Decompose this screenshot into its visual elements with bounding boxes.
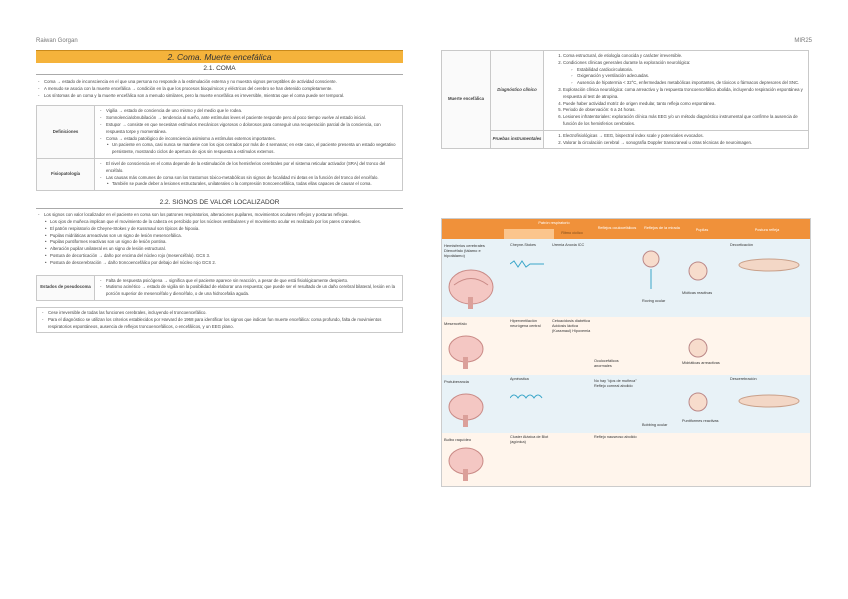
table-row xyxy=(442,130,809,149)
posture: Descerebración xyxy=(730,377,757,381)
resp-wave-graphic xyxy=(510,391,544,401)
intro-item: - A menudo se asocia con la muerte encefálica → condición en la que los procesos bioquímicos y eléctricos del cerebro se han detenido completamente. xyxy=(36,86,403,93)
definition-item: - Coma → estado patológico de inconsciencia asimismo a estímulos externos importantes. xyxy=(98,136,399,143)
table-row xyxy=(37,158,403,190)
header-oculo: Reflejos oculocefálicos xyxy=(597,226,637,230)
right-column xyxy=(441,50,809,149)
row-label: Bulbo raquídeo xyxy=(444,437,472,442)
brain-illustration xyxy=(446,445,486,483)
prueba-item: 1. Electrofisiológicas → EEG, bispectral index scale y potenciales evocados. xyxy=(563,133,805,140)
pupils: Puntiformes reactivas xyxy=(682,419,719,423)
clinico-item: 6. Lesiones infratentoriales: exploración clínica más EEG y/o un método diagnóstico instrumental que confirme la ausencia de función de los hemisferios cerebrales. xyxy=(563,114,805,128)
resp-pattern: Hiperventilación neurógena central xyxy=(510,319,541,328)
subsection-coma-title: 2.1. COMA xyxy=(36,63,403,75)
intro-list xyxy=(36,79,403,99)
definition-item: - Somnolencia/obnubilación → tendencia al sueño, ante estímulos leves el paciente responde pero al poco tiempo vuelve al estado inicial. xyxy=(98,115,399,122)
resp-pattern: Apnéustica xyxy=(510,377,529,381)
pseudocoma-label: Estados de pseudocoma xyxy=(37,275,95,300)
clinico-item: 5. Periodo de observación: 6 a 24 horas. xyxy=(563,107,805,114)
table-row xyxy=(37,307,403,332)
table-row xyxy=(442,51,809,131)
row-label: Mesencéfalo xyxy=(444,321,467,326)
diagnostico-table xyxy=(441,50,809,149)
muerte-item: - Cese irreversible de todas las funciones cerebrales, incluyendo el troncoencefálico. xyxy=(40,310,399,317)
localizador-intro-item: - Los signos con valor localizador en el paciente en coma son los patrones respiratorios, alteraciones pupilares, movimientos oculares reflejos y posturas reflejas. xyxy=(36,212,403,219)
eye-face-illustration xyxy=(640,249,662,293)
clinico-item-text: Condiciones clínicas generales durante la exploración neurológica: xyxy=(563,59,691,65)
gaze-reflex: Roving ocular xyxy=(642,299,666,303)
eye-face-illustration xyxy=(687,259,709,287)
pseudocoma-content xyxy=(95,275,403,300)
brand-header: MIR25 xyxy=(794,38,812,44)
localizador-item: • Postura de decorticación → daño por encima del núcleo rojo (mesencéfalo). GCS 3. xyxy=(36,253,403,260)
posture: Decorticación xyxy=(730,243,754,247)
localizador-item: • Pupilas midriáticas arreactivas son un signo de lesión mesencefálica. xyxy=(36,233,403,240)
muerte-box-content xyxy=(37,307,403,332)
posture-illustration xyxy=(737,255,802,273)
resp-wave-graphic xyxy=(510,259,544,269)
muerte-item: - Para el diagnóstico se utilizan los criterios establecidos por Harvard de 1968 para identificar los signos que indican fun muerte encefálica: coma profundo, falta de movimientos respiratorios espontáneos, ausencia de reflejos troncoencefálicos, o encefálicos, y un EEG plano. xyxy=(40,317,399,331)
header-ritmo: Ritmo cíclico xyxy=(561,231,583,235)
definiciones-content xyxy=(95,106,403,159)
diagnostico-clinico-content xyxy=(544,51,809,131)
clinico-subitem: ◦ Estabilidad cardiocirculatoria. xyxy=(571,67,805,74)
pupils: Mióticas reactivas xyxy=(682,291,713,295)
header-mirada: Reflejos de la mirada xyxy=(644,226,680,230)
pruebas-label: Pruebas instrumentales xyxy=(491,130,544,149)
row-label: Hemisferios cerebrales Diencéfalo (tálamo e hipotálamo) xyxy=(444,243,485,258)
row-label: Protuberancia xyxy=(444,379,469,384)
pruebas-content xyxy=(544,130,809,149)
fisio-item: - Las causas más comunes de coma son los trastornos tóxico-metabólicos sin signos de focalidad mi detas en la función del tronco del encéfalo. xyxy=(98,175,399,182)
clinico-item: 4. Puede haber actividad motriz de origen medular, tanto refleja como espontánea. xyxy=(563,101,805,108)
clinico-item: 3. Exploración clínica neurológica: coma arreactivo y la respuesta troncoencefálica abolida, incluyendo respiración espontánea y respuesta al test de atropina. xyxy=(563,87,805,101)
intro-item: - Los síntomas de un coma y la muerte encefálica son a menudo similares, pero la muerte encefálica es irreversible, mientras que el coma puede ser temporal. xyxy=(36,93,403,100)
pupils: Midriáticas arreactivas xyxy=(682,361,720,365)
oculocephalic: Oculocefálicos anormales xyxy=(594,359,619,368)
clinico-subitem: ◦ Ausencia de hipotermia < 32°C, enfermedades metabólicas importantes, de tóxicos o fármacos depresores del SNC. xyxy=(571,80,805,87)
coma-table xyxy=(36,105,403,191)
subsection-localizador-title: 2.2. SIGNOS DE VALOR LOCALIZADOR xyxy=(36,197,403,209)
intro-item: - Coma → estado de inconsciencia en el que una persona no responde a la estimulación externa y no muestra signos perceptibles de actividad consciente. xyxy=(36,79,403,86)
definition-item: - Estupor → consiste en que necesitan estímulos mecánicos vigorosos o dolorosos para conseguir una recuperación parcial de la conciencia, con respuesta torpe y momentánea. xyxy=(98,122,399,136)
muerte-box xyxy=(36,307,403,333)
brain-illustration xyxy=(446,267,496,312)
eye-face-illustration xyxy=(687,391,709,417)
fisiopatologia-label: Fisiopatología xyxy=(37,158,95,190)
posture-illustration xyxy=(737,391,802,409)
resp-pattern: Cheyne-Stokes xyxy=(510,243,536,247)
localizador-item: • Los ojos de muñeca implican que el movimiento de la cabeza es percibido por los núcleos vestibulares y el movimiento ocular es realizado por los pares craneales. xyxy=(36,219,403,226)
header-postura: Postura refleja xyxy=(754,228,780,232)
localizador-item: • Postura de descerebración → daño troncoencefálico por debajo del núcleo rojo GCS 2. xyxy=(36,260,403,267)
fisiopatologia-content xyxy=(95,158,403,190)
clinico-item: 1. Coma estructural, de etiología conocida y carácter irreversible. xyxy=(563,53,805,60)
coma-signs-figure xyxy=(441,218,811,487)
clinico-subitem: ◦ Oxigenación y ventilación adecuadas. xyxy=(571,73,805,80)
left-column xyxy=(36,50,403,333)
localizador-intro xyxy=(36,212,403,219)
oculocephalic: No hay "ojos de muñeca" Reflejo corneal abolido xyxy=(594,379,637,388)
localizador-item: • Alteración pupilar unilateral es un signo de lesión estructural. xyxy=(36,246,403,253)
localizador-item: • Pupilas puntiformes reactivas son un signo de lesión pontina. xyxy=(36,239,403,246)
definition-item: - Vigilia → estado de conciencia de uno mismo y del medio que le rodea. xyxy=(98,108,399,115)
cyclic-rhythm: Uremia Anoxia ICC xyxy=(552,243,585,247)
pseudocoma-item: - Mutismo acinético → estado de vigilia sin la posibilidad de elaborar una respuesta; que puede ser el resultado de un daño cerebral bilateral, lesión en la porción superior de mesencéfalo y diencéfalo, o de una hidrocefalia aguda. xyxy=(98,284,399,298)
definiciones-label: Definiciones xyxy=(37,106,95,159)
muerte-encefalica-label: Muerte encefálica xyxy=(442,51,491,149)
prueba-item: 2. Valorar la circulación cerebral → sonografía Doppler transcraneal u otras técnicas de neuroimagen. xyxy=(563,140,805,147)
author-header: Raiwan Gorgan xyxy=(36,38,78,44)
definition-subitem: • Un paciente en coma, casi nunca se mantiene con los ojos cerrados por más de 4 semanas; en este caso, el paciente presenta un estado vegetativo persistente, mostrando ciclos de apertura de ojos sin respuesta a estímulos externos. xyxy=(98,142,399,156)
table-row xyxy=(37,275,403,300)
pseudocoma-item: - Falta de respuesta psicógena → significa que el paciente aparece sin reacción, a pesar de que está fisiológicamente despierto. xyxy=(98,278,399,285)
header-pupilas: Pupilas xyxy=(695,228,709,232)
localizador-list xyxy=(36,219,403,267)
brain-illustration xyxy=(446,391,486,429)
header-resp: Patrón respiratorio xyxy=(538,221,570,225)
pseudocoma-table xyxy=(36,275,403,301)
section-title: 2. Coma. Muerte encefálica xyxy=(36,50,403,63)
localizador-item: • El patrón respiratorio de Cheyne-Stokes y de Kussmaul son típicos de hipoxia. xyxy=(36,226,403,233)
gaze-reflex: Bobbing ocular xyxy=(642,423,668,427)
diagnostico-clinico-label: Diagnóstico clínico xyxy=(491,51,544,131)
fisio-subitem: • También se puede deber a lesiones estructurales, unilaterales o la compresión troncoencefálica, todas ellas capaces de causar el coma. xyxy=(98,181,399,188)
clinico-item xyxy=(563,60,805,87)
resp-pattern: Cluster Atáxica de Biot (agónica) xyxy=(510,435,549,444)
table-row xyxy=(37,106,403,159)
brain-illustration xyxy=(446,333,486,371)
oculocephalic: Reflejo nauseoso abolido xyxy=(594,435,637,439)
fisio-item: - El nivel de consciencia en el coma depende de la estimulación de los hemisferios cerebrales por el sistema reticular activador (SRA) del tronco del encéfalo. xyxy=(98,161,399,175)
cyclic-rhythm: Cetoacidosis diabética Acidosis láctica (Kussmaul) Hipoxemia xyxy=(552,319,591,333)
eye-face-illustration xyxy=(687,337,709,361)
